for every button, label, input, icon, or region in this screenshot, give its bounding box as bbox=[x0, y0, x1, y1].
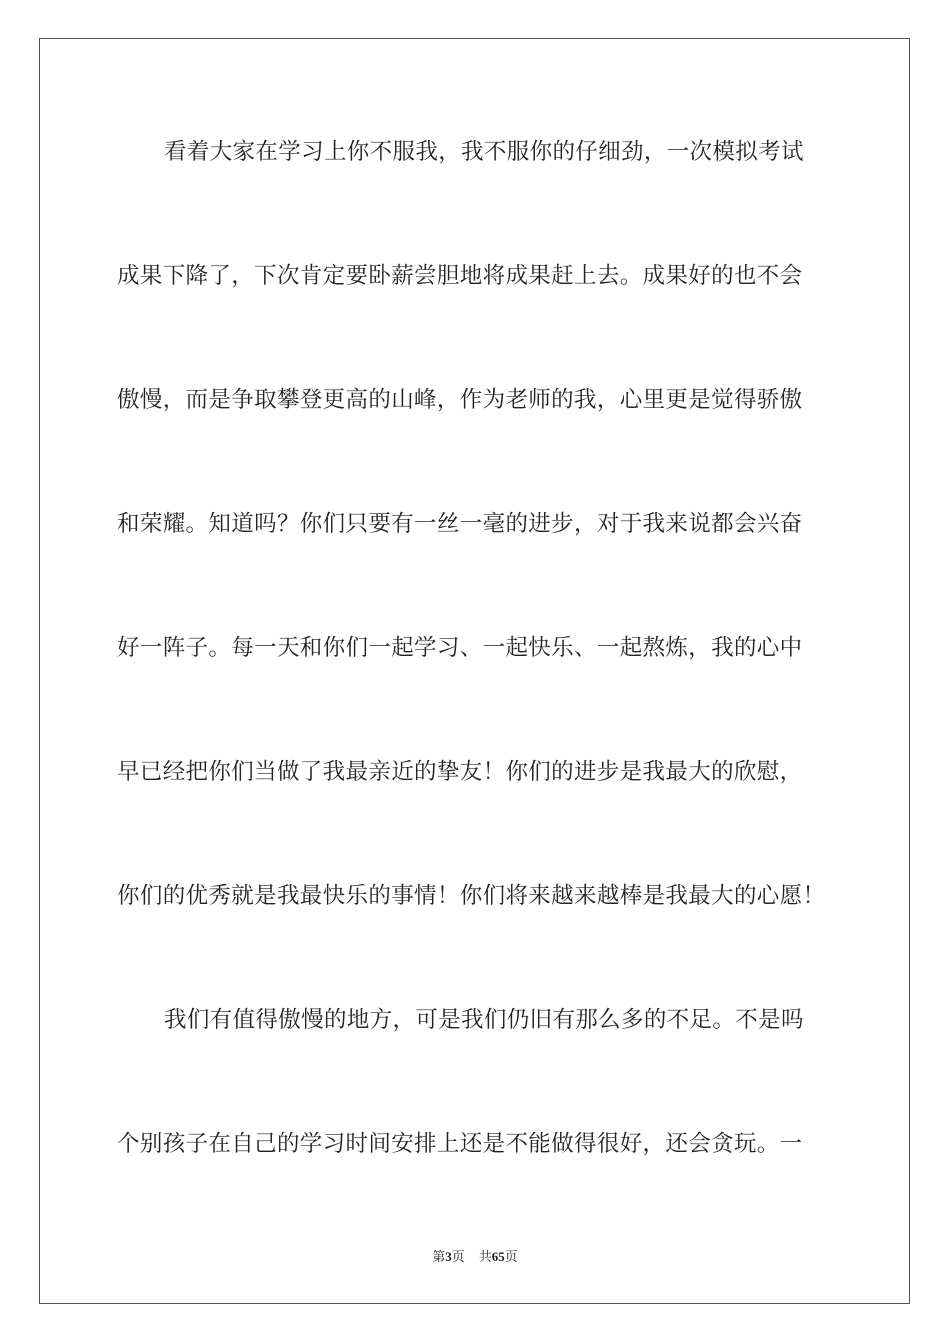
total-prefix: 共 bbox=[478, 1250, 492, 1265]
paragraph-2-line-1: 我们有值得傲慢的地方，可是我们仍旧有那么多的不足。不是吗 bbox=[164, 1007, 804, 1033]
total-pages: 65 bbox=[491, 1249, 505, 1264]
paragraph-1-line-7: 你们的优秀就是我最快乐的事情！你们将来越来越棒是我最大的心愿！ bbox=[117, 883, 826, 909]
page-border bbox=[39, 38, 910, 1304]
paragraph-2-line-2: 个别孩子在自己的学习时间安排上还是不能做得很好，还会贪玩。一 bbox=[117, 1131, 803, 1157]
paragraph-1-line-2: 成果下降了，下次肯定要卧薪尝胆地将成果赶上去。成果好的也不会 bbox=[117, 263, 803, 289]
paragraph-1-line-6: 早已经把你们当做了我最亲近的挚友！你们的进步是我最大的欣慰， bbox=[117, 759, 803, 785]
total-suffix: 页 bbox=[504, 1250, 518, 1265]
paragraph-1-line-1: 看着大家在学习上你不服我，我不服你的仔细劲，一次模拟考试 bbox=[164, 139, 804, 165]
page-number: 3 bbox=[445, 1249, 452, 1264]
paragraph-1-line-5: 好一阵子。每一天和你们一起学习、一起快乐、一起熬炼，我的心中 bbox=[117, 635, 803, 661]
paragraph-1-line-4: 和荣耀。知道吗？你们只要有一丝一毫的进步，对于我来说都会兴奋 bbox=[117, 511, 803, 537]
page-prefix: 第 bbox=[432, 1250, 446, 1265]
paragraph-1-line-3: 傲慢，而是争取攀登更高的山峰，作为老师的我，心里更是觉得骄傲 bbox=[117, 387, 803, 413]
page-suffix: 页 bbox=[451, 1250, 465, 1265]
page-footer bbox=[0, 1249, 950, 1266]
